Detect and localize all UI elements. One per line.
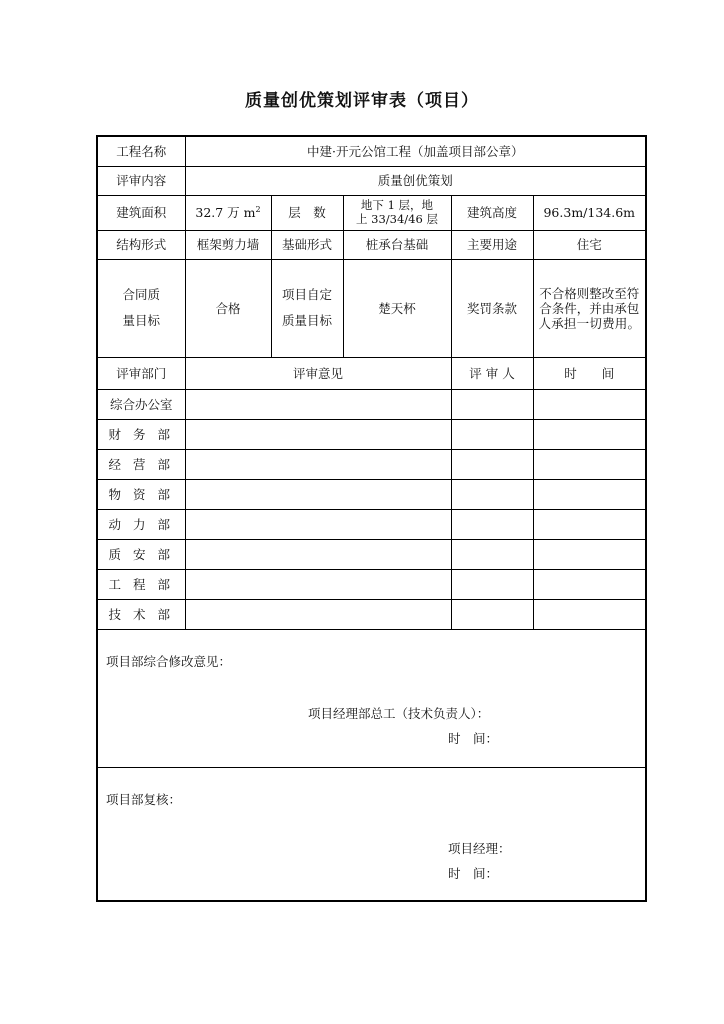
reviewer-cell (451, 509, 533, 539)
table-row (97, 479, 646, 509)
table-row (97, 419, 646, 449)
reviewer-cell (451, 449, 533, 479)
self-goal-label (271, 259, 343, 357)
revision-label: 项目部综合修改意见： (106, 653, 232, 669)
time-cell (533, 479, 646, 509)
row-recheck (97, 767, 646, 901)
opinion-cell (185, 389, 451, 419)
reviewer-header: 评 审 人 (451, 357, 533, 389)
dept-name: 物 资 部 (97, 479, 185, 509)
usage-label: 主要用途 (451, 230, 533, 259)
opinion-cell (185, 539, 451, 569)
table-row (97, 389, 646, 419)
table-row (97, 569, 646, 599)
review-content-label: 评审内容 (97, 166, 185, 195)
dept-name: 财 务 部 (97, 419, 185, 449)
revision-signer-label: 项目经理部总工（技术负责人）： (308, 705, 490, 721)
revision-time-label: 时 间： (448, 730, 499, 746)
self-goal-label-line1: 项目自定 (281, 287, 332, 302)
building-area-value (185, 195, 271, 230)
dept-name: 经 营 部 (97, 449, 185, 479)
recheck-signer-label: 项目经理： (448, 840, 511, 856)
time-cell (533, 599, 646, 629)
opinion-cell (185, 599, 451, 629)
table-row (97, 509, 646, 539)
project-name-value: 中建·开元公馆工程（加盖项目部公章） (185, 136, 646, 166)
reviewer-cell (451, 569, 533, 599)
building-area-label: 建筑面积 (97, 195, 185, 230)
dept-name: 动 力 部 (97, 509, 185, 539)
reviewer-cell (451, 389, 533, 419)
row-quality-goals (97, 259, 646, 357)
reviewer-cell (451, 599, 533, 629)
table-row (97, 599, 646, 629)
table-row (97, 449, 646, 479)
opinion-cell (185, 509, 451, 539)
opinion-cell (185, 419, 451, 449)
table-row (97, 539, 646, 569)
dept-name: 工 程 部 (97, 569, 185, 599)
opinion-cell (185, 479, 451, 509)
row-project-name (97, 136, 646, 166)
penalty-label: 奖罚条款 (451, 259, 533, 357)
floors-value-line2: 上 33/34/46 层 (356, 211, 438, 226)
foundation-label: 基础形式 (271, 230, 343, 259)
time-cell (533, 569, 646, 599)
reviewer-cell (451, 479, 533, 509)
height-value: 96.3m/134.6m (533, 195, 646, 230)
time-cell (533, 539, 646, 569)
floors-value (343, 195, 451, 230)
row-building-info (97, 195, 646, 230)
penalty-value: 不合格则整改至符合条件，并由承包人承担一切费用。 (533, 259, 646, 357)
floors-value-line1: 地下 1 层，地 (360, 197, 434, 212)
project-name-label: 工程名称 (97, 136, 185, 166)
reviewer-cell (451, 539, 533, 569)
dept-header: 评审部门 (97, 357, 185, 389)
time-cell (533, 419, 646, 449)
floors-label: 层 数 (271, 195, 343, 230)
row-structure (97, 230, 646, 259)
contract-goal-label-line2: 量目标 (122, 313, 160, 328)
review-form-table (96, 135, 647, 902)
self-goal-label-line2: 质量目标 (281, 313, 332, 328)
recheck-time-label: 时 间： (448, 865, 499, 881)
page-title: 质量创优策划评审表（项目） (245, 91, 479, 111)
recheck-label: 项目部复核： (106, 791, 182, 807)
height-label: 建筑高度 (451, 195, 533, 230)
row-revision (97, 629, 646, 767)
contract-goal-label (97, 259, 185, 357)
dept-name: 综合办公室 (97, 389, 185, 419)
structure-value: 框架剪力墙 (185, 230, 271, 259)
contract-goal-label-line1: 合同质 (122, 287, 160, 302)
time-cell (533, 509, 646, 539)
dept-name: 技 术 部 (97, 599, 185, 629)
opinion-cell (185, 449, 451, 479)
reviewer-cell (451, 419, 533, 449)
foundation-value: 桩承台基础 (343, 230, 451, 259)
row-review-content (97, 166, 646, 195)
time-cell (533, 389, 646, 419)
usage-value: 住宅 (533, 230, 646, 259)
dept-name: 质 安 部 (97, 539, 185, 569)
revision-section (97, 629, 646, 767)
time-cell (533, 449, 646, 479)
self-goal-value: 楚天杯 (343, 259, 451, 357)
contract-goal-value: 合格 (185, 259, 271, 357)
building-area-unit-sup: 2 (255, 204, 261, 214)
structure-label: 结构形式 (97, 230, 185, 259)
time-header: 时 间 (533, 357, 646, 389)
opinion-cell (185, 569, 451, 599)
building-area-number: 32.7 万 m (195, 205, 256, 221)
opinion-header: 评审意见 (185, 357, 451, 389)
row-review-header (97, 357, 646, 389)
review-content-value: 质量创优策划 (185, 166, 646, 195)
recheck-section (97, 767, 646, 901)
